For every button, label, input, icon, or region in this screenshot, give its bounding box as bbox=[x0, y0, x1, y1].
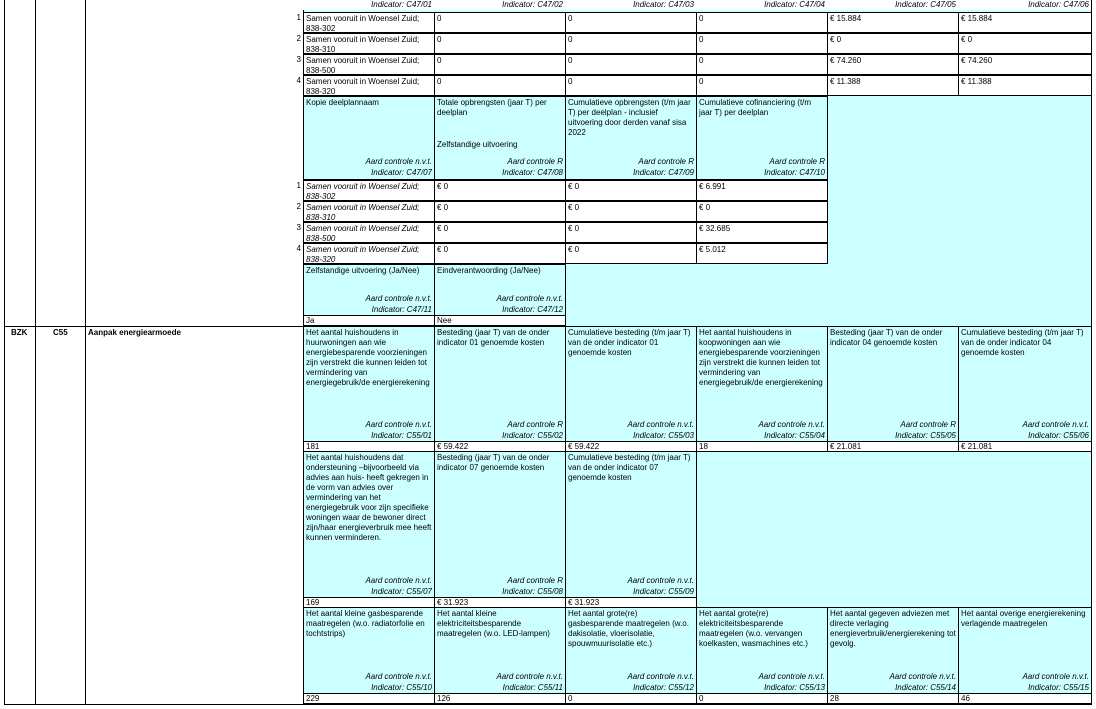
value-cell: € 59.422 bbox=[565, 441, 697, 452]
aard-controle: Aard controle n.v.t. bbox=[496, 672, 563, 681]
table-row bbox=[294, 33, 1092, 54]
indicator-label: Indicator: C55/08 bbox=[502, 587, 563, 596]
row-name: Samen vooruit in Woensel Zuid; 838-302 bbox=[303, 180, 435, 201]
table-row bbox=[294, 201, 828, 222]
header-label: Totale opbrengsten (jaar T) per deelplan bbox=[437, 98, 547, 117]
value-cell: € 0 bbox=[696, 201, 828, 222]
row-name: Samen vooruit in Woensel Zuid; 838-320 bbox=[303, 75, 435, 96]
header-cell bbox=[958, 326, 1092, 442]
header-label: Het aantal grote(re) elektriciteitsbesparende maatregelen (w.o. vervangen koelkasten, wasmachines etc.) bbox=[699, 609, 808, 648]
value-cell: 0 bbox=[434, 54, 566, 75]
header-sublabel: Zelfstandige uitvoering bbox=[437, 140, 518, 149]
value-cell: 126 bbox=[434, 693, 566, 704]
indicator-label: Indicator: C47/02 bbox=[434, 0, 565, 10]
header-label: Cumulatieve besteding (t/m jaar T) van de onder indicator 04 genoemde kosten bbox=[961, 328, 1084, 357]
table-row bbox=[294, 180, 828, 201]
aard-controle: Aard controle n.v.t. bbox=[496, 294, 563, 303]
header-cell bbox=[827, 607, 959, 694]
value-cell: 169 bbox=[303, 597, 435, 608]
header-label: Kopie deelplannaam bbox=[306, 98, 379, 107]
value-cell: € 0 bbox=[434, 180, 566, 201]
value-cell: € 11.388 bbox=[958, 75, 1092, 96]
value-cell: € 31.923 bbox=[565, 597, 697, 608]
aard-controle: Aard controle n.v.t. bbox=[889, 672, 956, 681]
value-cell: 0 bbox=[565, 75, 697, 96]
indicator-label: Indicator: C47/09 bbox=[633, 168, 694, 177]
indicator-label: Indicator: C55/14 bbox=[895, 683, 956, 692]
value-cell: € 32.685 bbox=[696, 222, 828, 243]
indicator-label: Indicator: C47/10 bbox=[764, 168, 825, 177]
value-cell: 28 bbox=[827, 693, 959, 704]
aard-controle: Aard controle R bbox=[900, 420, 956, 429]
value-cell: € 74.260 bbox=[958, 54, 1092, 75]
value-cell: € 59.422 bbox=[434, 441, 566, 452]
header-cell bbox=[565, 96, 697, 180]
header-cell bbox=[434, 326, 566, 442]
row-number: 3 bbox=[296, 55, 301, 64]
indicator-label: Indicator: C47/05 bbox=[827, 0, 958, 10]
row-name: Samen vooruit in Woensel Zuid; 838-500 bbox=[303, 222, 435, 243]
indicator-label: Indicator: C47/06 bbox=[958, 0, 1091, 10]
row-name: Samen vooruit in Woensel Zuid; 838-320 bbox=[303, 243, 435, 264]
header-label: Besteding (jaar T) van de onder indicator 01 genoemde kosten bbox=[437, 328, 550, 347]
indicator-label: Indicator: C47/03 bbox=[565, 0, 696, 10]
header-label: Het aantal kleine elektriciteitsbesparende maatregelen (w.o. LED-lampen) bbox=[437, 609, 550, 638]
value-cell: 46 bbox=[958, 693, 1092, 704]
value-cell: 0 bbox=[434, 12, 566, 33]
header-cell bbox=[696, 96, 828, 180]
header-cell bbox=[696, 326, 828, 442]
value-cell: 0 bbox=[696, 12, 828, 33]
aard-controle: Aard controle n.v.t. bbox=[365, 157, 432, 166]
value-cell: 0 bbox=[696, 33, 828, 54]
row-number: 4 bbox=[296, 244, 301, 253]
regulation-title: Aanpak energiearmoede bbox=[88, 328, 181, 337]
header-label: Het aantal kleine gasbesparende maatregelen (w.o. radiatorfolie en tochtstrips) bbox=[306, 609, 425, 638]
indicator-label: Indicator: C55/15 bbox=[1028, 683, 1089, 692]
value-cell: 0 bbox=[565, 54, 697, 75]
value-cell: 0 bbox=[565, 33, 697, 54]
c47-header-row-2 bbox=[303, 96, 827, 180]
value-cell: € 0 bbox=[565, 180, 697, 201]
value-cell: € 0 bbox=[827, 33, 959, 54]
header-cell bbox=[303, 264, 435, 316]
aard-controle: Aard controle R bbox=[769, 157, 825, 166]
c47-header-row-3 bbox=[303, 264, 566, 326]
aard-controle: Aard controle n.v.t. bbox=[365, 576, 432, 585]
header-label: Cumulatieve besteding (t/m jaar T) van de onder indicator 07 genoemde kosten bbox=[568, 453, 691, 482]
c47-rows-top bbox=[294, 12, 1092, 96]
value-cell: 0 bbox=[434, 33, 566, 54]
table-row bbox=[294, 243, 828, 264]
value-cell: € 31.923 bbox=[434, 597, 566, 608]
aard-controle: Aard controle n.v.t. bbox=[627, 420, 694, 429]
aard-controle: Aard controle n.v.t. bbox=[365, 672, 432, 681]
header-cell bbox=[565, 451, 697, 598]
ministry-code: BZK bbox=[11, 328, 28, 337]
header-cell bbox=[696, 607, 828, 694]
header-label: Het aantal huishoudens in koopwoningen aan wie energiebesparende voorzieningen zijn verstrekt die kunnen leiden tot vermindering van energiegebruik/de energierekening bbox=[699, 328, 823, 387]
value-cell: 0 bbox=[565, 12, 697, 33]
header-cell bbox=[958, 607, 1092, 694]
aard-controle: Aard controle n.v.t. bbox=[758, 672, 825, 681]
header-label: Eindverantwoording (Ja/Nee) bbox=[437, 266, 541, 275]
aard-controle: Aard controle n.v.t. bbox=[1022, 672, 1089, 681]
header-label: Cumulatieve cofinanciering (t/m jaar T) per deelplan bbox=[699, 98, 812, 117]
value-cell: € 15.884 bbox=[827, 12, 959, 33]
value-cell: € 15.884 bbox=[958, 12, 1092, 33]
value-cell: € 21.081 bbox=[827, 441, 959, 452]
indicator-label: Indicator: C55/01 bbox=[371, 431, 432, 440]
aard-controle: Aard controle n.v.t. bbox=[627, 576, 694, 585]
header-cell bbox=[434, 607, 566, 694]
indicator-label: Indicator: C55/09 bbox=[633, 587, 694, 596]
value-cell: Nee bbox=[434, 315, 566, 326]
value-cell: 0 bbox=[565, 693, 697, 704]
aard-controle: Aard controle R bbox=[507, 157, 563, 166]
c47-rows-mid bbox=[294, 180, 828, 264]
table-row bbox=[294, 75, 1092, 96]
header-cell bbox=[827, 326, 959, 442]
c55-row-3 bbox=[303, 607, 1092, 705]
row-number: 3 bbox=[296, 223, 301, 232]
value-cell: € 0 bbox=[434, 201, 566, 222]
value-cell: 0 bbox=[696, 54, 828, 75]
aard-controle: Aard controle n.v.t. bbox=[627, 672, 694, 681]
header-cell bbox=[434, 96, 566, 180]
aard-controle: Aard controle n.v.t. bbox=[1022, 420, 1089, 429]
indicator-label: Indicator: C55/10 bbox=[371, 683, 432, 692]
header-cell bbox=[565, 326, 697, 442]
row-name: Samen vooruit in Woensel Zuid; 838-310 bbox=[303, 201, 435, 222]
c55-row-2 bbox=[303, 451, 697, 608]
indicator-label: Indicator: C55/05 bbox=[895, 431, 956, 440]
header-cell bbox=[303, 96, 435, 180]
row-number: 2 bbox=[296, 202, 301, 211]
indicator-label: Indicator: C47/12 bbox=[502, 305, 563, 314]
indicator-label: Indicator: C47/07 bbox=[371, 168, 432, 177]
value-cell: € 5.012 bbox=[696, 243, 828, 264]
header-label: Cumulatieve besteding (t/m jaar T) van de onder indicator 01 genoemde kosten bbox=[568, 328, 691, 357]
table-row bbox=[294, 12, 1092, 33]
indicator-label: Indicator: C47/04 bbox=[696, 0, 827, 10]
row-number: 4 bbox=[296, 76, 301, 85]
row-name: Samen vooruit in Woensel Zuid; 838-302 bbox=[303, 12, 435, 33]
row-number: 1 bbox=[296, 181, 301, 190]
value-cell: € 0 bbox=[565, 201, 697, 222]
indicator-label: Indicator: C47/11 bbox=[371, 305, 432, 314]
indicator-label: Indicator: C55/13 bbox=[764, 683, 825, 692]
row-number: 1 bbox=[296, 13, 301, 22]
header-label: Zelfstandige uitvoering (Ja/Nee) bbox=[306, 266, 420, 275]
header-label: Cumulatieve opbrengsten (t/m jaar T) per deelplan - inclusief uitvoering door derden vanaf sisa 2022 bbox=[568, 98, 691, 137]
header-cell bbox=[434, 451, 566, 598]
value-cell: 181 bbox=[303, 441, 435, 452]
header-cell bbox=[303, 607, 435, 694]
value-cell: € 0 bbox=[565, 243, 697, 264]
value-cell: 18 bbox=[696, 441, 828, 452]
indicator-label: Indicator: C55/02 bbox=[502, 431, 563, 440]
aard-controle: Aard controle R bbox=[638, 157, 694, 166]
header-cell bbox=[303, 326, 435, 442]
c55-row-1 bbox=[303, 326, 1092, 452]
c47-top-indicators bbox=[303, 0, 1092, 12]
indicator-label: Indicator: C55/04 bbox=[764, 431, 825, 440]
value-cell: 0 bbox=[434, 75, 566, 96]
header-label: Besteding (jaar T) van de onder indicator 07 genoemde kosten bbox=[437, 453, 550, 472]
table-row bbox=[294, 222, 828, 243]
indicator-label: Indicator: C47/08 bbox=[502, 168, 563, 177]
value-cell: € 0 bbox=[565, 222, 697, 243]
aard-controle: Aard controle n.v.t. bbox=[365, 420, 432, 429]
value-cell: € 74.260 bbox=[827, 54, 959, 75]
header-label: Het aantal gegeven adviezen met directe verlaging energieverbruik/energierekening tot gevolg. bbox=[830, 609, 956, 648]
table-row bbox=[294, 54, 1092, 75]
aard-controle: Aard controle n.v.t. bbox=[758, 420, 825, 429]
header-label: Het aantal huishoudens dat ondersteuning –bijvoorbeeld via advies aan huis- heeft gekregen in de vorm van advies over vermindering van het energiegebruik voor zijn specifieke woningen waar de bewoner direct zijn/haar energieverbruik mee heeft kunnen verminderen. bbox=[306, 453, 432, 542]
indicator-label: Indicator: C55/12 bbox=[633, 683, 694, 692]
indicator-label: Indicator: C55/03 bbox=[633, 431, 694, 440]
value-cell: € 0 bbox=[434, 222, 566, 243]
aard-controle: Aard controle R bbox=[507, 420, 563, 429]
header-cell bbox=[434, 264, 566, 316]
header-label: Besteding (jaar T) van de onder indicator 04 genoemde kosten bbox=[830, 328, 943, 347]
row-number: 2 bbox=[296, 34, 301, 43]
header-cell bbox=[303, 451, 435, 598]
indicator-label: Indicator: C55/07 bbox=[371, 587, 432, 596]
aard-controle: Aard controle n.v.t. bbox=[365, 294, 432, 303]
indicator-label: Indicator: C47/01 bbox=[303, 0, 434, 10]
value-cell: 0 bbox=[696, 693, 828, 704]
value-cell: 229 bbox=[303, 693, 435, 704]
value-cell: € 6.991 bbox=[696, 180, 828, 201]
header-cell bbox=[565, 607, 697, 694]
header-label: Het aantal huishoudens in huurwoningen aan wie energiebesparende voorzieningen zijn verstrekt die kunnen leiden tot vermindering van energiegebruik/de energierekening bbox=[306, 328, 430, 387]
value-cell: Ja bbox=[303, 315, 435, 326]
row-name: Samen vooruit in Woensel Zuid; 838-310 bbox=[303, 33, 435, 54]
aard-controle: Aard controle R bbox=[507, 576, 563, 585]
header-label: Het aantal grote(re) gasbesparende maatregelen (w.o. dakisolatie, vloerisolatie, spouwmuurisolatie etc.) bbox=[568, 609, 689, 648]
value-cell: € 21.081 bbox=[958, 441, 1092, 452]
value-cell: € 0 bbox=[958, 33, 1092, 54]
header-label: Het aantal overige energierekening verlagende maatregelen bbox=[961, 609, 1086, 628]
value-cell: € 0 bbox=[434, 243, 566, 264]
value-cell: 0 bbox=[696, 75, 828, 96]
row-name: Samen vooruit in Woensel Zuid; 838-500 bbox=[303, 54, 435, 75]
value-cell: € 11.388 bbox=[827, 75, 959, 96]
specific-code: C55 bbox=[53, 328, 68, 337]
indicator-label: Indicator: C55/11 bbox=[502, 683, 563, 692]
indicator-label: Indicator: C55/06 bbox=[1028, 431, 1089, 440]
